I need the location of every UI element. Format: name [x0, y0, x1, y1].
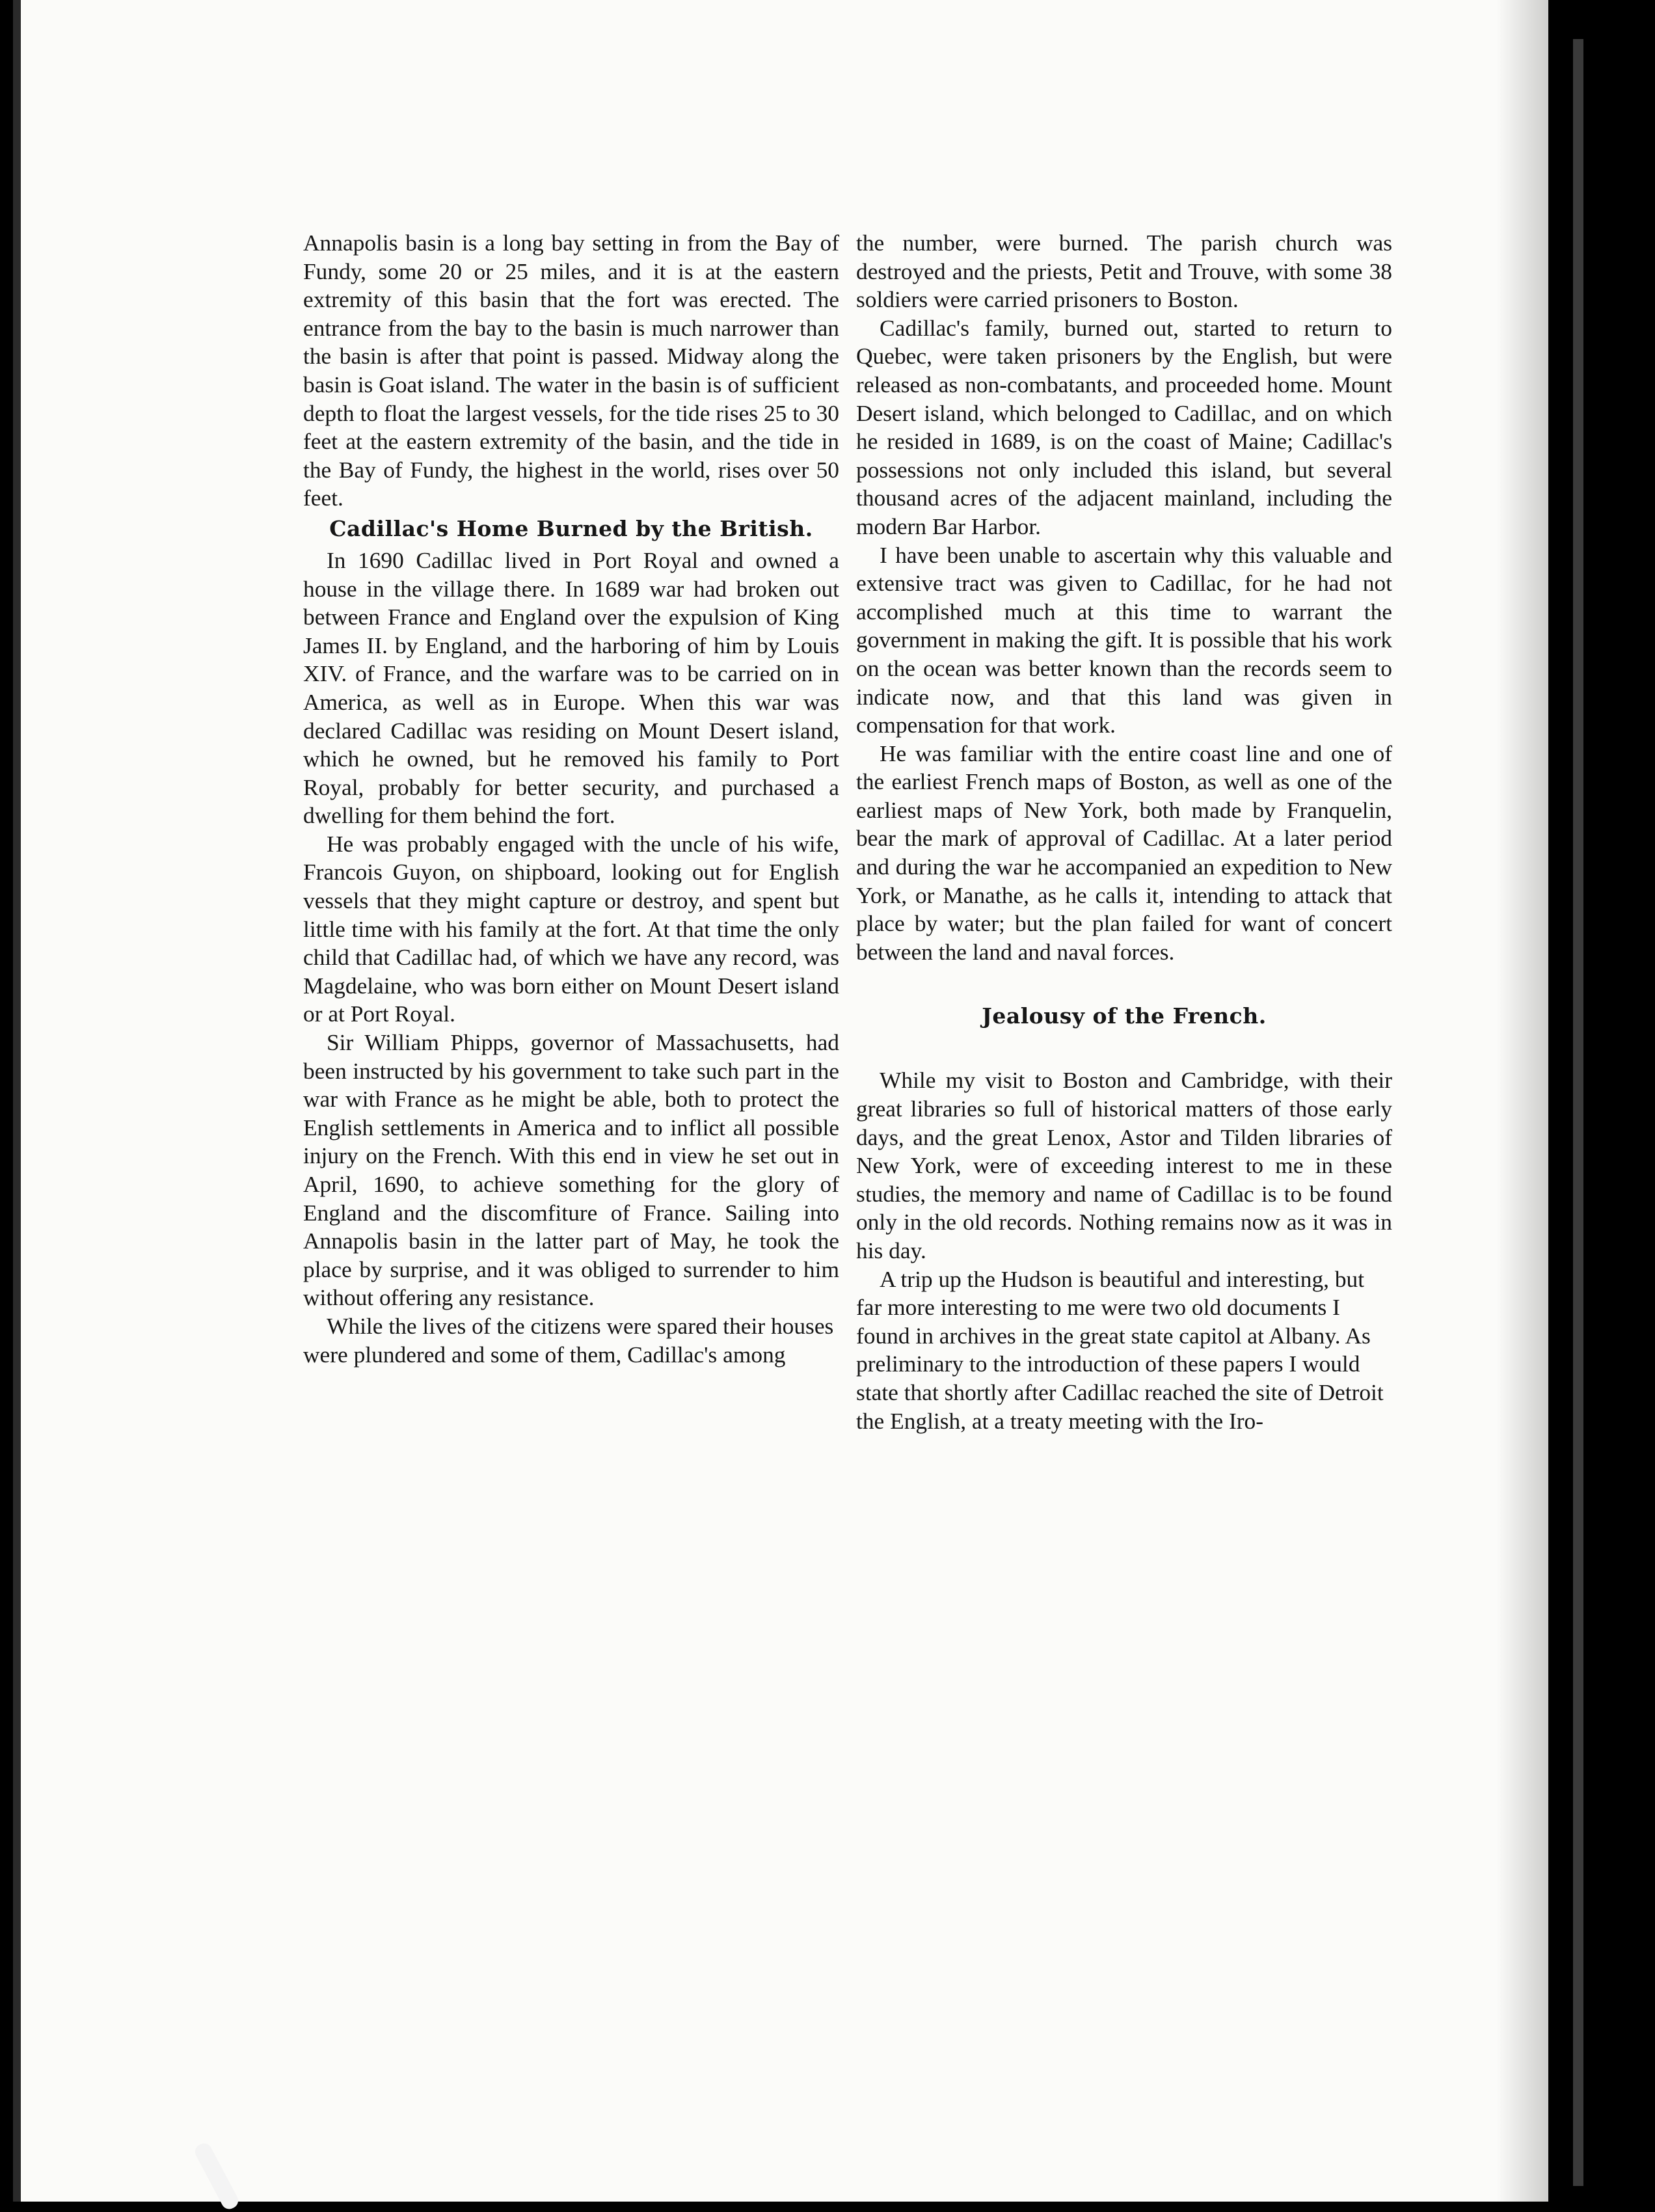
page-shadow [1496, 0, 1548, 2202]
section-heading-jealousy: Jealousy of the French. [982, 1003, 1267, 1029]
left-paragraph-annapolis-basin: Annapolis basin is a long bay setting in from the Bay of Fundy, some 20 or 25 miles, and it is at the eastern extremity of this basin that the fort was erected. The entrance from the bay to the basin is much narrower than the basin is after that point is passed. Midway along the basin is Goat island. The water in the basin is of sufficient depth to float the largest vessels, for the tide rises 25 to 30 feet at the eastern extremity of the basin, and the tide in the Bay of Fundy, the highest in the world, rises over 50 feet. [303, 230, 839, 511]
right-paragraph-valuable-tract: I have been unable to ascertain why this valuable and extensive tract was given to Cadillac, for he had not accomplished much at this time to warrant the government in making the gift. It is possible that his work on the ocean was better known than the records seem to indicate now, and that this land was given in compensation for that work. [856, 541, 1392, 738]
left-paragraph-port-royal: In 1690 Cadillac lived in Port Royal and owned a house in the village there. In 1689 war had broken out between France and England over the expulsion of King James II. by England, and the harboring of him by Louis XIV. of France, and the warfare was to be carried on in America, as well as in Europe. When this war was declared Cadillac was residing on Mount Desert island, which he owned, but he removed his family to Port Royal, probably for better security, and purchased a dwelling for them behind the fort. [303, 546, 839, 829]
right-paragraph-boston-visit: While my visit to Boston and Cambridge, with their great libraries so full of historical matters of those early days, and the great Lenox, Astor and Tilden libraries of New York, were of exceeding interest to me in these studies, the memory and name of Cadillac is to be found only in the old records. Nothing remains now as it was in his day. [856, 1067, 1392, 1263]
right-column [856, 229, 1392, 1435]
gutter-stripe [1573, 39, 1583, 2186]
left-column [303, 229, 839, 1369]
right-paragraph-franquelin-maps: He was familiar with the entire coast line and one of the earliest French maps of Boston, as well as one of the earliest maps of New York, both made by Franquelin, bear the mark of approval of Cadillac. At a later period and during the war he accompanied an expedition to New York, or Manathe, as he calls it, intending to attack that place by water; but the plan failed for want of concert between the land and naval forces. [856, 740, 1392, 965]
left-paragraph-citizens-spared: While the lives of the citizens were spared their houses were plundered and some of them, Cadillac's among [303, 1312, 834, 1368]
scan-gutter [1548, 0, 1655, 2202]
right-paragraph-hudson-trip: A trip up the Hudson is beautiful and interesting, but far more interesting to me were two old documents I found in archives in the great state capitol at Albany. As preliminary to the introduction of these papers I would state that shortly after Cadillac reached the site of Detroit the English, at a treaty meeting with the Iro- [856, 1265, 1384, 1434]
right-paragraph-parish-church: the number, were burned. The parish church was destroyed and the priests, Petit and Trouve, with some 38 soldiers were carried prisoners to Boston. [856, 230, 1392, 313]
right-paragraph-family-burned-out: Cadillac's family, burned out, started to return to Quebec, were taken prisoners by the English, but were released as non-combatants, and proceeded home. Mount Desert island, which belonged to Cadillac, and on which he resided in 1689, is on the coast of Maine; Cadillac's possessions not only included this island, but several thousand acres of the adjacent mainland, including the modern Bar Harbor. [856, 314, 1392, 539]
left-paragraph-william-phipps: Sir William Phipps, governor of Massachusetts, had been instructed by his government to take such part in the war with France as he might be able, both to protect the English settlements in America and to inflict all possible injury on the French. With this end in view he set out in April, 1690, to achieve something for the glory of England and the discomfiture of France. Sailing into Annapolis basin in the latter part of May, he took the place by surprise, and it was obliged to surrender to him without offering any resistance. [303, 1029, 839, 1311]
left-paragraph-francois-guyon: He was probably engaged with the uncle of his wife, Francois Guyon, on shipboard, looking out for English vessels that they might capture or destroy, and spent but little time with his family at the fort. At that time the only child that Cadillac had, of which we have any record, was Magdelaine, who was born either on Mount Desert island or at Port Royal. [303, 830, 839, 1027]
section-heading-home-burned: Cadillac's Home Burned by the British. [329, 515, 813, 541]
